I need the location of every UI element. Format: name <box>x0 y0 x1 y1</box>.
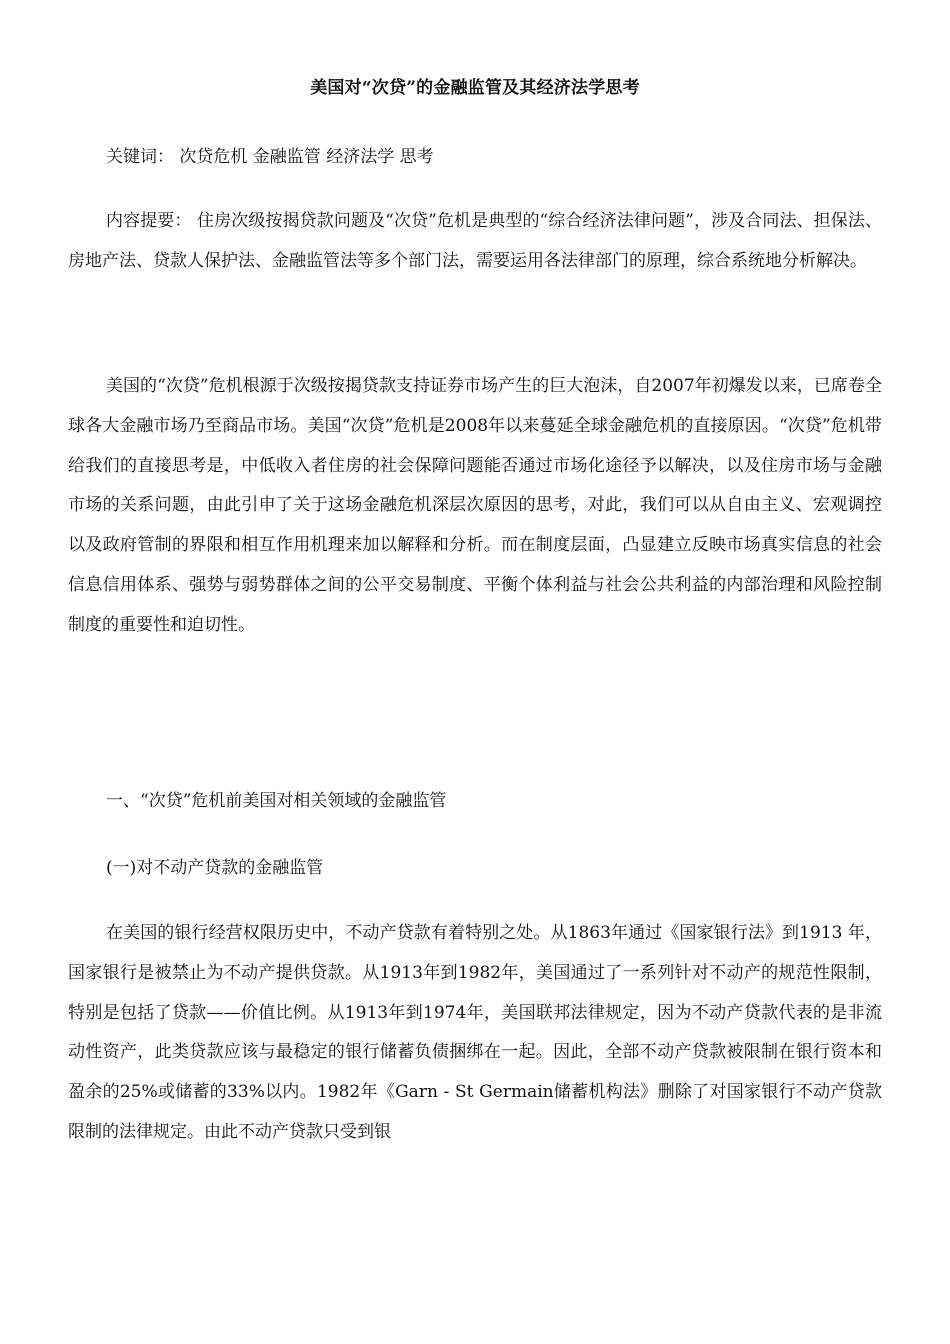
keywords-line: 关键词： 次贷危机 金融监管 经济法学 思考 <box>106 147 434 167</box>
body-paragraph: 美国的“次贷”危机根源于次级按揭贷款支持证券市场产生的巨大泡沫，自2007年初爆发以来，已席卷全球各大金融市场乃至商品市场。美国“次贷”危机是2008年以来蔓延全球金融危机的直接原因。“次贷”危机带给我们的直接思考是，中低收入者住房的社会保障问题能否通过市场化途径予以解决，以及住房市场与金融市场的关系问题，由此引申了关于这场金融危机深层次原因的思考，对此，我们可以从自由主义、宏观调控以及政府管制的界限和相互作用机理来加以解释和分析。而在制度层面，凸显建立反映市场真实信息的社会信息信用体系、强势与弱势群体之间的公平交易制度、平衡个体利益与社会公共利益的内部治理和风险控制制度的重要性和迫切性。 <box>68 376 882 635</box>
section-heading: 一、“次贷”危机前美国对相关领域的金融监管 <box>106 791 447 811</box>
abstract-paragraph: 内容提要： 住房次级按揭贷款问题及“次贷”危机是典型的“综合经济法律问题”，涉及合同法、担保法、房地产法、贷款人保护法、金融监管法等多个部门法，需要运用各法律部门的原理，综合系统地分析解决。 <box>68 211 882 271</box>
document-title: 美国对“次贷”的金融监管及其经济法学思考 <box>310 78 640 98</box>
subsection-heading: (一)对不动产贷款的金融监管 <box>106 858 324 878</box>
body-paragraph: 在美国的银行经营权限历史中，不动产贷款有着特别之处。从1863年通过《国家银行法》到1913 年，国家银行是被禁止为不动产提供贷款。从1913年到1982年，美国通过了一系列针对不动产的规范性限制，特别是包括了贷款——价值比例。从1913年到1974年，美国联邦法律规定，因为不动产贷款代表的是非流动性资产，此类贷款应该与最稳定的银行储蓄负债捆绑在一起。因此，全部不动产贷款被限制在银行资本和盈余的25%或储蓄的33%以内。1982年《Garn - St Germain储蓄机构法》删除了对国家银行不动产贷款限制的法律规定。由此不动产贷款只受到银 <box>68 923 882 1142</box>
